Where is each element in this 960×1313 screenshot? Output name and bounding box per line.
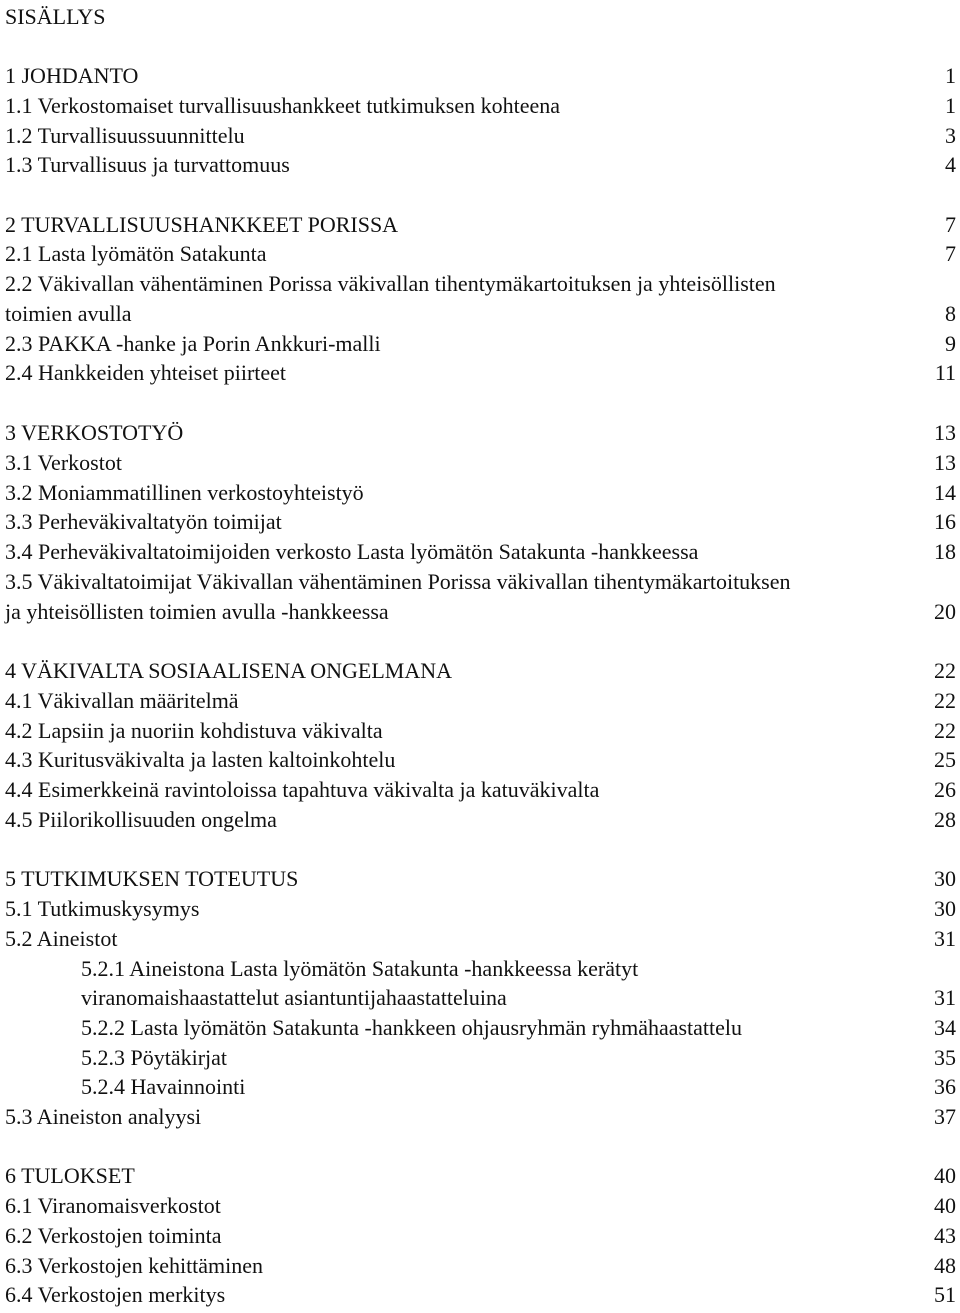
toc-entry xyxy=(81,983,956,1013)
toc-entry xyxy=(5,1191,956,1221)
toc-entry-page-number: 18 xyxy=(934,539,956,564)
toc-entry-page-number: 14 xyxy=(934,480,956,505)
toc-entry xyxy=(5,864,956,894)
toc-entry-label: 1.3 Turvallisuus ja turvattomuus xyxy=(5,152,290,177)
toc-entry-label: 2.1 Lasta lyömätön Satakunta xyxy=(5,241,267,266)
toc-entry-page-number: 48 xyxy=(934,1253,956,1278)
toc-entry-page-number: 20 xyxy=(934,599,956,624)
toc-entry-page-number: 40 xyxy=(934,1193,956,1218)
toc-entry-label: 4.5 Piilorikollisuuden ongelma xyxy=(5,807,277,832)
toc-entry-label: 5.2.2 Lasta lyömätön Satakunta -hankkeen ohjausryhmän ryhmähaastattelu xyxy=(81,1015,743,1040)
toc-entry-label: 6.3 Verkostojen kehittäminen xyxy=(5,1253,264,1278)
toc-entry-label: 6 TULOKSET xyxy=(5,1163,135,1188)
toc-entry xyxy=(5,1102,956,1132)
toc-entry xyxy=(5,61,956,91)
toc-entry xyxy=(81,1043,956,1073)
toc-entry xyxy=(5,775,956,805)
toc-entry-label: toimien avulla xyxy=(5,301,132,326)
toc-entry-label: 5.2.1 Aineistona Lasta lyömätön Satakunta -hankkeessa kerätyt xyxy=(81,956,639,981)
toc-entry-label: 6.4 Verkostojen merkitys xyxy=(5,1282,226,1307)
page-title: SISÄLLYS xyxy=(5,4,106,29)
toc-entry-label: 3.4 Perheväkivaltatoimijoiden verkosto Lasta lyömätön Satakunta -hankkeessa xyxy=(5,539,699,564)
toc-entry-label: 4.2 Lapsiin ja nuoriin kohdistuva väkivalta xyxy=(5,718,383,743)
toc-entry-label: 1.2 Turvallisuussuunnittelu xyxy=(5,123,245,148)
toc-entry xyxy=(5,507,956,537)
toc-entry-page-number: 7 xyxy=(945,212,956,237)
toc-entry-label: 3.1 Verkostot xyxy=(5,450,122,475)
toc-entry-label: 3 VERKOSTOTYÖ xyxy=(5,420,184,445)
toc-entry-label: 4.4 Esimerkkeinä ravintoloissa tapahtuva väkivalta ja katuväkivalta xyxy=(5,777,600,802)
toc-entry-page-number: 4 xyxy=(945,152,956,177)
toc-entry xyxy=(5,91,956,121)
toc-entry-page-number: 31 xyxy=(934,985,956,1010)
toc-entry xyxy=(5,210,956,240)
toc-entry-label: 2.3 PAKKA -hanke ja Porin Ankkuri-malli xyxy=(5,331,381,356)
toc-entry xyxy=(81,1013,956,1043)
toc-entry xyxy=(5,1280,956,1310)
toc-entry xyxy=(5,686,956,716)
toc-entry xyxy=(5,924,956,954)
toc-entry-page-number: 34 xyxy=(934,1015,956,1040)
toc-entry xyxy=(5,418,956,448)
toc-entry xyxy=(5,299,956,329)
toc-entry-label: 2 TURVALLISUUSHANKKEET PORISSA xyxy=(5,212,399,237)
toc-entry-label: 3.5 Väkivaltatoimijat Väkivallan vähentäminen Porissa väkivallan tihentymäkartoituksen xyxy=(5,569,791,594)
toc-entry-page-number: 35 xyxy=(934,1045,956,1070)
toc-entry xyxy=(5,716,956,746)
toc-entry-label: ja yhteisöllisten toimien avulla -hankkeessa xyxy=(5,599,389,624)
toc-entry-label: 6.1 Viranomaisverkostot xyxy=(5,1193,221,1218)
toc-entry-page-number: 43 xyxy=(934,1223,956,1248)
toc-entry-page-number: 51 xyxy=(934,1282,956,1307)
toc-entry-label: 5.3 Aineiston analyysi xyxy=(5,1104,202,1129)
toc-entry-page-number: 3 xyxy=(945,123,956,148)
toc-entry-page-number: 31 xyxy=(934,926,956,951)
toc-entry-label: 5.2.3 Pöytäkirjat xyxy=(81,1045,228,1070)
toc-entry-page-number: 13 xyxy=(934,450,956,475)
toc-entry-label: viranomaishaastattelut asiantuntijahaastatteluina xyxy=(81,985,507,1010)
toc-entry-page-number: 30 xyxy=(934,866,956,891)
toc-entry xyxy=(5,656,956,686)
toc-entry-page-number: 22 xyxy=(934,658,956,683)
toc-entry-label: 6.2 Verkostojen toiminta xyxy=(5,1223,222,1248)
toc-entry xyxy=(5,329,956,359)
toc-entry-page-number: 13 xyxy=(934,420,956,445)
toc-entry-label: 5.2 Aineistot xyxy=(5,926,118,951)
toc-entry-page-number: 36 xyxy=(934,1074,956,1099)
toc-entry-label: 1.1 Verkostomaiset turvallisuushankkeet tutkimuksen kohteena xyxy=(5,93,560,118)
toc-entry xyxy=(5,358,956,388)
toc-entry-label: 2.2 Väkivallan vähentäminen Porissa väkivallan tihentymäkartoituksen ja yhteisöllisten xyxy=(5,271,776,296)
toc-entry-page-number: 8 xyxy=(945,301,956,326)
toc-entry-label: 1 JOHDANTO xyxy=(5,63,139,88)
toc-entry xyxy=(5,745,956,775)
toc-entry-page-number: 11 xyxy=(934,360,956,385)
toc-entry xyxy=(5,448,956,478)
toc-entry-label: 3.3 Perheväkivaltatyön toimijat xyxy=(5,509,282,534)
toc-entry-label: 5.2.4 Havainnointi xyxy=(81,1074,246,1099)
toc-entry-page-number: 26 xyxy=(934,777,956,802)
toc-entry xyxy=(5,1161,956,1191)
toc-entry xyxy=(5,121,956,151)
toc-entry xyxy=(5,1221,956,1251)
toc-entry-page-number: 28 xyxy=(934,807,956,832)
toc-entry-page-number: 40 xyxy=(934,1163,956,1188)
toc-entry xyxy=(5,805,956,835)
toc-entry-label: 2.4 Hankkeiden yhteiset piirteet xyxy=(5,360,287,385)
toc-entry xyxy=(5,567,956,597)
toc-entry xyxy=(5,269,956,299)
toc-entry-page-number: 1 xyxy=(945,63,956,88)
toc-entry-page-number: 37 xyxy=(934,1104,956,1129)
toc-entry xyxy=(5,597,956,627)
toc-entry xyxy=(5,1251,956,1281)
toc-entry-page-number: 7 xyxy=(945,241,956,266)
toc-entry-page-number: 9 xyxy=(945,331,956,356)
toc-entry-label: 3.2 Moniammatillinen verkostoyhteistyö xyxy=(5,480,364,505)
toc-entry-label: 4 VÄKIVALTA SOSIAALISENA ONGELMANA xyxy=(5,658,453,683)
toc-entry-label: 5.1 Tutkimuskysymys xyxy=(5,896,200,921)
toc-entry-page-number: 22 xyxy=(934,688,956,713)
toc-entry-page-number: 16 xyxy=(934,509,956,534)
toc-entry-label: 4.1 Väkivallan määritelmä xyxy=(5,688,239,713)
toc-entry xyxy=(5,537,956,567)
toc-entry xyxy=(5,239,956,269)
toc-entry xyxy=(81,954,956,984)
toc-entry xyxy=(5,150,956,180)
toc-entry-label: 5 TUTKIMUKSEN TOTEUTUS xyxy=(5,866,299,891)
toc-entry-page-number: 22 xyxy=(934,718,956,743)
toc-entry-page-number: 30 xyxy=(934,896,956,921)
toc-entry-page-number: 25 xyxy=(934,747,956,772)
toc-entry xyxy=(5,478,956,508)
toc-entry-page-number: 1 xyxy=(945,93,956,118)
toc-entry xyxy=(81,1072,956,1102)
toc-entry xyxy=(5,894,956,924)
toc-entry-label: 4.3 Kuritusväkivalta ja lasten kaltoinkohtelu xyxy=(5,747,396,772)
